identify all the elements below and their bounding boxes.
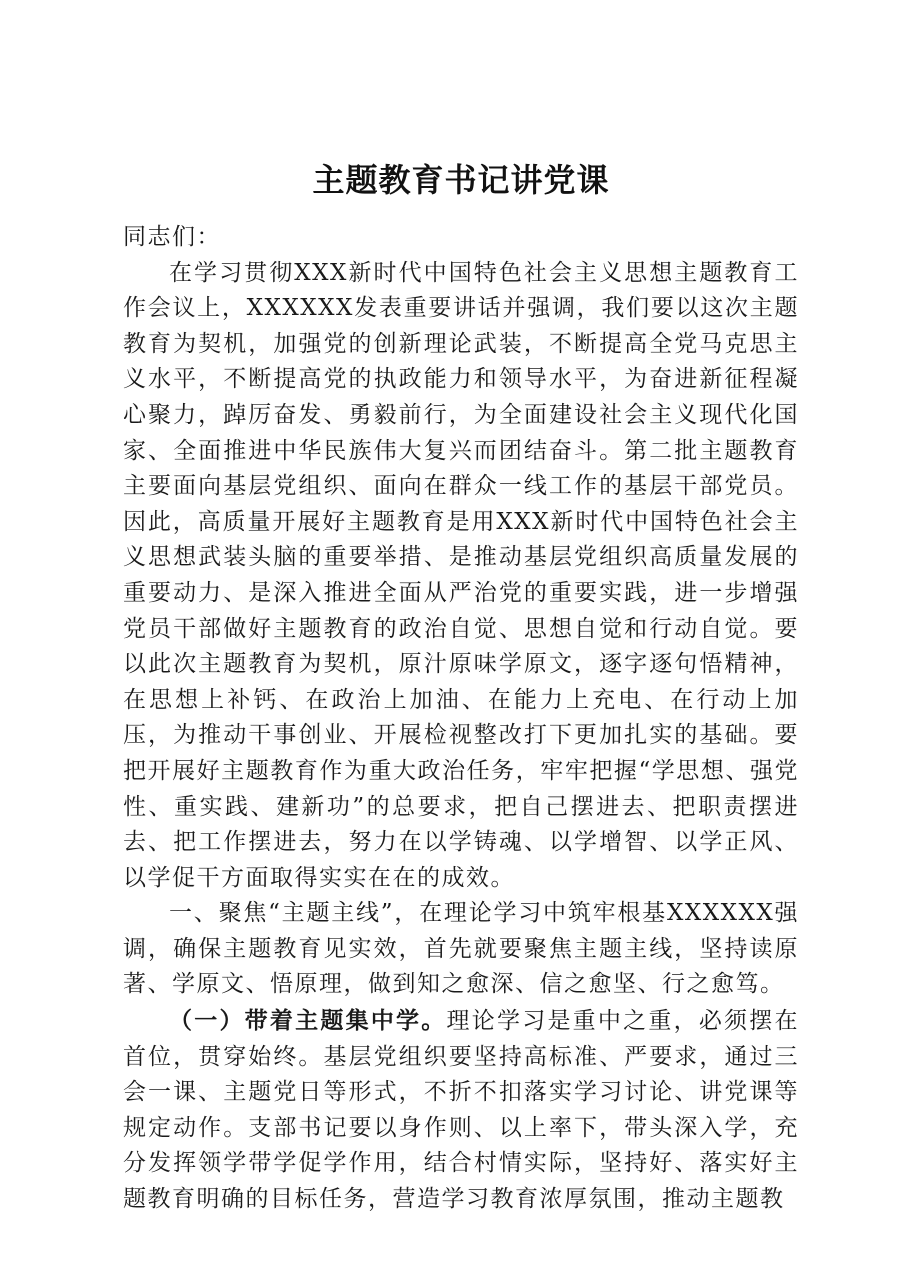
- paragraph-intro: [123, 256, 799, 897]
- paragraph-text: 一、聚焦“主题主线”，在理论学习中筑牢根基XXXXXX强调，确保主题教育见实效，首先就要聚焦主题主线，坚持读原著、学原文、悟原理，做到知之愈深、信之愈坚、行之愈笃。: [123, 900, 799, 998]
- paragraph-text: 理论学习是重中之重，必须摆在首位，贯穿始终。基层党组织要坚持高标准、严要求，通过三会一课、主题党日等形式，不折不扣落实学习讨论、讲党课等规定动作。支部书记要以身作则、以上率下，带头深入学，充分发挥领学带学促学作用，结合村情实际，坚持好、落实好主题教育明确的目标任务，营造学习教育浓厚氛围，推动主题教: [123, 1008, 800, 1213]
- paragraph-subsection-1: [123, 1003, 799, 1218]
- paragraph-lead-heading: （一）带着主题集中学。: [169, 1007, 447, 1035]
- document-page: [123, 150, 799, 1218]
- salutation: 同志们：: [123, 224, 221, 250]
- paragraph-text: 在学习贯彻XXX新时代中国特色社会主义思想主题教育工作会议上，XXXXXX发表重要讲话并强调，我们要以这次主题教育为契机，加强党的创新理论武装，不断提高全党马克思主义水平，不断提高党的执政能力和领导水平，为奋进新征程凝心聚力，踔厉奋发、勇毅前行，为全面建设社会主义现代化国家、全面推进中华民族伟大复兴而团结奋斗。第二批主题教育主要面向基层党组织、面向在群众一线工作的基层干部党员。因此，高质量开展好主题教育是用XXX新时代中国特色社会主义思想武装头脑的重要举措、是推动基层党组织高质量发展的重要动力、是深入推进全面从严治党的重要实践，进一步增强党员干部做好主题教育的政治自觉、思想自觉和行动自觉。要以此次主题教育为契机，原汁原味学原文，逐字逐句悟精神，在思想上补钙、在政治上加油、在能力上充电、在行动上加压，为推动干事创业、开展检视整改打下更加扎实的基础。要把开展好主题教育作为重大政治任务，牢牢把握“学思想、强党性、重实践、建新功”的总要求，把自己摆进去、把职责摆进去、把工作摆进去，努力在以学铸魂、以学增智、以学正风、以学促干方面取得实实在在的成效。: [123, 259, 799, 891]
- document-title: 主题教育书记讲党课: [312, 161, 610, 199]
- paragraph-section-1: [123, 896, 799, 1003]
